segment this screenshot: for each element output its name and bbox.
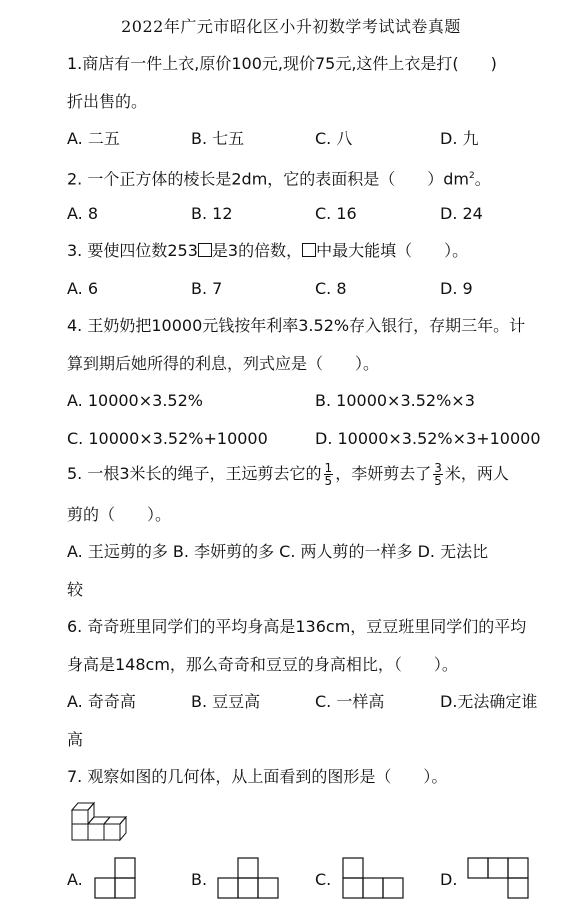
q5-options-line2: 较 — [67, 580, 84, 599]
q1-option-b[interactable]: B. 七五 — [191, 129, 245, 148]
q6-option-b[interactable]: B. 豆豆高 — [191, 692, 261, 711]
q1-option-d[interactable]: D. 九 — [440, 129, 479, 148]
q6-option-d[interactable]: D.无法确定谁 — [440, 692, 538, 711]
q4-stem-line2: 算到期后她所得的利息，列式应是（ ）。 — [67, 354, 380, 373]
q1-option-c[interactable]: C. 八 — [315, 129, 353, 148]
q7-option-b[interactable]: B. — [191, 870, 208, 889]
q3-option-a[interactable]: A. 6 — [67, 279, 99, 298]
q7-stem: 7. 观察如图的几何体，从上面看到的图形是（ ）。 — [67, 767, 448, 786]
q2-option-d[interactable]: D. 24 — [440, 204, 483, 223]
q4-option-c[interactable]: C. 10000×3.52%+10000 — [67, 429, 268, 448]
q3-stem-part2: 是3的倍数， — [211, 241, 303, 260]
q6-stem-line2: 身高是148cm，那么奇奇和豆豆的身高相比，（ ）。 — [67, 655, 458, 674]
q5-stem-part1: 5. 一根3米长的绳子，王远剪去它的 — [67, 464, 322, 483]
q7-option-c[interactable]: C. — [315, 870, 332, 889]
q2-stem — [67, 164, 491, 191]
fraction-one-fifth — [324, 462, 334, 487]
blank-box-icon — [198, 243, 212, 257]
q2-option-b[interactable]: B. 12 — [191, 204, 233, 223]
q5-options[interactable]: A. 王远剪的多 B. 李妍剪的多 C. 两人剪的一样多 D. 无法比 — [67, 542, 489, 561]
q3-stem-part3: 中最大能填（ ）。 — [316, 241, 469, 260]
q3-stem-part1: 3. 要使四位数253 — [67, 241, 198, 260]
q6-stem-line1: 6. 奇奇班里同学们的平均身高是136cm，豆豆班里同学们的平均 — [67, 617, 527, 636]
q1-stem-line2: 折出售的。 — [67, 92, 148, 111]
q6-options-line2: 高 — [67, 730, 84, 749]
q3-stem — [67, 239, 468, 263]
fraction-denominator: 5 — [324, 474, 333, 488]
q2-stem-text: 2. 一个正方体的棱长是2dm，它的表面积是（ ）dm — [67, 169, 470, 189]
q7-option-b-figure[interactable] — [217, 857, 279, 899]
page-title: 2022年广元市昭化区小升初数学考试试卷真题 — [121, 17, 461, 36]
q7-option-a[interactable]: A. — [67, 870, 83, 889]
q7-option-c-figure[interactable] — [342, 857, 404, 899]
q4-stem-line1: 4. 王奶奶把10000元钱按年利率3.52%存入银行，存期三年。计 — [67, 316, 526, 335]
q4-option-d[interactable]: D. 10000×3.52%×3+10000 — [315, 429, 541, 448]
q2-stem-sup: 2 — [469, 171, 475, 181]
fraction-three-fifths — [433, 462, 443, 487]
q5-stem-line2: 剪的（ ）。 — [67, 505, 172, 524]
q7-option-d-figure[interactable] — [467, 857, 529, 899]
q2-stem-tail: 。 — [474, 169, 491, 189]
q1-stem-line1: 1.商店有一件上衣,原价100元,现价75元,这件上衣是打( ) — [67, 54, 497, 73]
q2-option-a[interactable]: A. 8 — [67, 204, 99, 223]
q5-stem-line1 — [67, 462, 509, 487]
blank-box-icon — [302, 243, 316, 257]
q3-option-c[interactable]: C. 8 — [315, 279, 347, 298]
q5-stem-part3: 米，两人 — [444, 464, 509, 483]
q6-option-c[interactable]: C. 一样高 — [315, 692, 385, 711]
q5-stem-part2: ，李妍剪去了 — [335, 464, 432, 483]
q1-option-a[interactable]: A. 二五 — [67, 129, 120, 148]
q7-option-a-figure[interactable] — [94, 857, 136, 899]
q2-option-c[interactable]: C. 16 — [315, 204, 357, 223]
fraction-numerator: 1 — [324, 461, 333, 475]
fraction-denominator: 5 — [434, 474, 442, 488]
q3-option-b[interactable]: B. 7 — [191, 279, 223, 298]
q3-option-d[interactable]: D. 9 — [440, 279, 473, 298]
q4-option-b[interactable]: B. 10000×3.52%×3 — [315, 391, 475, 410]
q4-option-a[interactable]: A. 10000×3.52% — [67, 391, 203, 410]
q6-option-a[interactable]: A. 奇奇高 — [67, 692, 136, 711]
fraction-numerator: 3 — [434, 461, 442, 475]
q7-option-d[interactable]: D. — [440, 870, 458, 889]
cube-solid-figure — [66, 798, 132, 848]
